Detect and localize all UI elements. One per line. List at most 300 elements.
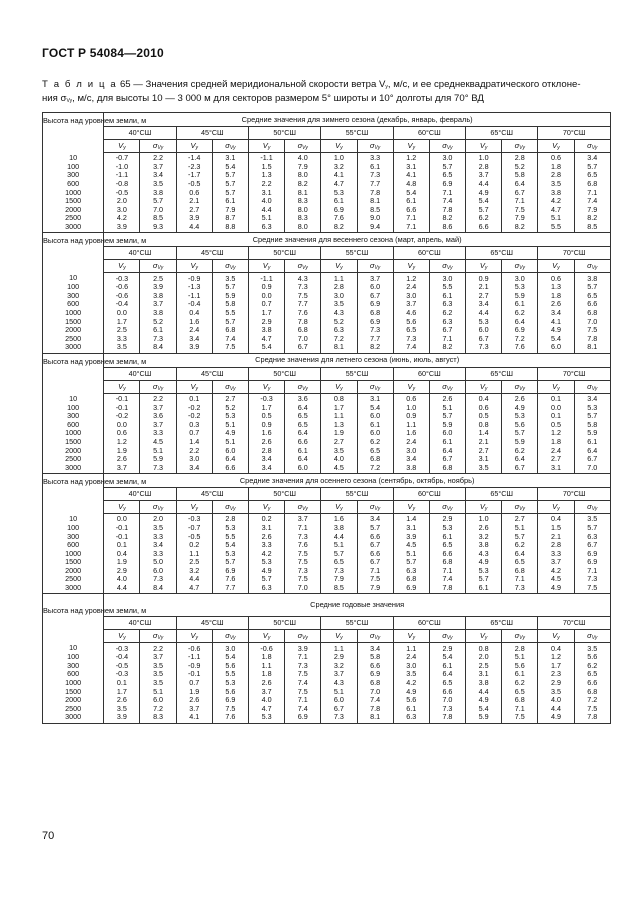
sigma-cell: 6.5	[502, 558, 538, 567]
sigma-cell: 5.7	[212, 180, 248, 189]
sigma-cell: 5.8	[502, 171, 538, 180]
vy-cell: 2.6	[249, 438, 285, 447]
vy-cell: 0.4	[538, 514, 574, 524]
latitude-header: 45°СШ	[176, 617, 248, 630]
sigma-cell: 3.6	[285, 393, 321, 403]
sigma-cell: 5.8	[212, 300, 248, 309]
vy-cell: 1.1	[249, 662, 285, 671]
sigma-cell: 3.0	[502, 273, 538, 283]
vy-cell: 3.4	[249, 463, 285, 473]
symbol-row	[43, 380, 611, 393]
vy-cell: 3.1	[393, 163, 429, 172]
sigma-cell: 7.7	[212, 584, 248, 594]
symbol-s: σ	[514, 381, 520, 391]
symbol-s-sub: Vy	[591, 506, 598, 513]
vy-cell: 1.7	[538, 662, 574, 671]
sigma-cell: 5.3	[429, 524, 465, 533]
vy-cell: 1.0	[466, 153, 502, 163]
section-title-row	[43, 113, 611, 127]
sigma-cell: 3.7	[140, 163, 176, 172]
vy-cell: 4.2	[393, 679, 429, 688]
symbol-sigma	[429, 630, 465, 643]
height-cell: 1000	[43, 549, 104, 558]
vy-cell: -0.1	[104, 532, 140, 541]
vy-cell: 2.1	[538, 532, 574, 541]
vy-cell: 0.6	[393, 393, 429, 403]
sigma-cell: 3.5	[140, 670, 176, 679]
vy-cell: 5.7	[466, 206, 502, 215]
vy-cell: 3.1	[393, 524, 429, 533]
vy-cell: -0.6	[104, 292, 140, 301]
symbol-vy	[466, 380, 502, 393]
vy-cell: 3.7	[538, 558, 574, 567]
wind-speed-table	[42, 112, 611, 724]
vy-cell: 3.9	[393, 532, 429, 541]
sigma-cell: 3.5	[140, 524, 176, 533]
sigma-cell: 7.9	[502, 214, 538, 223]
vy-cell: -0.1	[176, 670, 212, 679]
sigma-cell: 3.7	[140, 403, 176, 412]
sigma-cell: 6.0	[357, 283, 393, 292]
vy-cell: 2.8	[538, 171, 574, 180]
sigma-cell: 5.7	[212, 317, 248, 326]
vy-cell: 6.5	[393, 326, 429, 335]
symbol-s-sub: Vy	[374, 635, 381, 642]
symbol-vy	[321, 380, 357, 393]
latitude-header: 50°СШ	[249, 617, 321, 630]
table-row	[43, 393, 611, 403]
symbol-vy	[393, 260, 429, 273]
vy-cell: 4.4	[104, 584, 140, 594]
sigma-cell: 3.9	[285, 643, 321, 653]
symbol-v: V	[190, 381, 196, 391]
sigma-cell: 3.9	[140, 283, 176, 292]
vy-cell: 3.7	[321, 670, 357, 679]
vy-cell: 4.3	[466, 549, 502, 558]
height-cell: 600	[43, 670, 104, 679]
height-cell: 600	[43, 180, 104, 189]
sigma-cell: 5.1	[140, 687, 176, 696]
sigma-cell: 4.3	[285, 273, 321, 283]
section-title: Средние значения для зимнего сезона (декабрь, январь, февраль)	[104, 113, 611, 127]
vy-cell: -0.7	[176, 524, 212, 533]
height-cell: 600	[43, 420, 104, 429]
symbol-sigma	[574, 260, 610, 273]
sigma-cell: 7.4	[212, 335, 248, 344]
latitude-header: 55°СШ	[321, 127, 393, 140]
sigma-cell: 5.3	[212, 412, 248, 421]
vy-cell: 4.1	[393, 171, 429, 180]
vy-cell: 4.9	[249, 567, 285, 576]
sigma-cell: 6.9	[357, 300, 393, 309]
sigma-cell: 5.2	[140, 317, 176, 326]
vy-cell: 0.9	[249, 420, 285, 429]
vy-cell: 6.0	[538, 343, 574, 353]
symbol-s-sub: Vy	[157, 635, 164, 642]
symbol-s: σ	[369, 502, 375, 512]
symbol-v: V	[552, 502, 558, 512]
sigma-cell: 6.2	[357, 438, 393, 447]
sigma-cell: 6.5	[429, 679, 465, 688]
sigma-cell: 6.8	[574, 309, 610, 318]
table-row	[43, 532, 611, 541]
vy-cell: 5.4	[538, 335, 574, 344]
symbol-v-sub: y	[267, 145, 271, 151]
vy-cell: 5.3	[321, 188, 357, 197]
sigma-cell: 3.5	[140, 180, 176, 189]
vy-cell: 3.7	[393, 300, 429, 309]
vy-cell: 3.7	[466, 171, 502, 180]
sigma-cell: 5.6	[574, 653, 610, 662]
sigma-cell: 7.5	[285, 292, 321, 301]
sigma-cell: 8.3	[285, 214, 321, 223]
section-title-row	[43, 353, 611, 367]
vy-cell: 1.2	[393, 153, 429, 163]
vy-cell: 1.9	[104, 446, 140, 455]
symbol-v: V	[552, 141, 558, 150]
vy-cell: 5.7	[321, 549, 357, 558]
sigma-cell: 5.7	[502, 429, 538, 438]
vy-cell: 3.4	[538, 309, 574, 318]
sigma-cell: 7.7	[285, 300, 321, 309]
table-row	[43, 343, 611, 353]
vy-cell: 6.6	[466, 223, 502, 233]
vy-cell: 4.9	[538, 326, 574, 335]
latitude-row	[43, 247, 611, 260]
vy-cell: 4.0	[249, 696, 285, 705]
table-row	[43, 713, 611, 723]
section-title-row	[43, 594, 611, 617]
vy-cell: 6.8	[393, 575, 429, 584]
sigma-cell: 7.3	[140, 575, 176, 584]
symbol-s: σ	[225, 141, 230, 150]
sigma-cell: 5.1	[502, 653, 538, 662]
vy-cell: 7.1	[393, 223, 429, 233]
symbol-v-sub: y	[412, 506, 416, 513]
sigma-cell: 5.0	[140, 558, 176, 567]
symbol-s: σ	[225, 631, 230, 641]
vy-cell: -0.1	[104, 524, 140, 533]
sigma-cell: 3.8	[140, 188, 176, 197]
section-title: Средние значения для летнего сезона (июнь, июль, август)	[104, 353, 611, 367]
vy-cell: 3.4	[466, 300, 502, 309]
vy-cell: 0.2	[249, 514, 285, 524]
symbol-s: σ	[297, 261, 303, 271]
latitude-header: 50°СШ	[249, 127, 321, 140]
sigma-cell: 2.2	[140, 643, 176, 653]
symbol-vy	[104, 630, 140, 643]
height-cell: 10	[43, 273, 104, 283]
symbol-v-sub: y	[557, 635, 560, 642]
symbol-v-sub: y	[123, 265, 126, 272]
sigma-cell: 3.3	[140, 429, 176, 438]
symbol-s: σ	[442, 631, 447, 641]
section-title: Средние значения для весеннего сезона (март, апрель, май)	[104, 233, 611, 247]
sigma-cell: 7.3	[429, 705, 465, 714]
sigma-cell: 8.8	[212, 223, 248, 233]
symbol-v: V	[190, 261, 196, 271]
sigma-cell: 7.2	[140, 705, 176, 714]
sigma-cell: 7.2	[357, 463, 393, 473]
symbol-s: σ	[514, 502, 520, 512]
table-row	[43, 335, 611, 344]
vy-cell: 7.4	[393, 343, 429, 353]
sigma-cell: 6.1	[502, 670, 538, 679]
sigma-cell: 3.8	[140, 309, 176, 318]
vy-cell: 4.5	[538, 575, 574, 584]
sigma-cell: 7.8	[574, 335, 610, 344]
sigma-cell: 7.5	[285, 575, 321, 584]
symbol-v: V	[479, 381, 485, 391]
symbol-s-sub: Vy	[302, 265, 308, 272]
symbol-v: V	[552, 631, 558, 641]
vy-cell: 0.3	[176, 420, 212, 429]
sigma-cell: 6.8	[357, 309, 393, 318]
sigma-cell: 7.5	[212, 343, 248, 353]
vy-cell: -0.3	[104, 643, 140, 653]
sigma-cell: 6.8	[429, 463, 465, 473]
height-cell: 3000	[43, 713, 104, 723]
sigma-cell: 2.5	[140, 273, 176, 283]
vy-cell: 4.4	[321, 532, 357, 541]
sigma-cell: 5.7	[212, 171, 248, 180]
height-cell: 1500	[43, 317, 104, 326]
latitude-header: 65°СШ	[466, 488, 538, 501]
sigma-cell: 6.1	[285, 446, 321, 455]
sigma-cell: 2.9	[429, 514, 465, 524]
vy-cell: 6.2	[466, 214, 502, 223]
symbol-vy	[538, 380, 574, 393]
symbol-v: V	[552, 261, 558, 271]
symbol-s: σ	[152, 141, 158, 150]
sigma-cell: 7.9	[285, 163, 321, 172]
sigma-cell: 6.0	[429, 429, 465, 438]
latitude-header: 40°СШ	[104, 247, 176, 260]
sigma-cell: 7.8	[357, 705, 393, 714]
symbol-v: V	[335, 141, 341, 150]
caption-line2-sub: Vy	[66, 98, 73, 104]
symbol-v-sub: y	[195, 265, 199, 272]
vy-cell: 0.0	[104, 309, 140, 318]
height-cell: 2500	[43, 455, 104, 464]
symbol-s: σ	[369, 381, 375, 391]
sigma-cell: 6.6	[212, 463, 248, 473]
vy-cell: 1.1	[321, 273, 357, 283]
vy-cell: 2.9	[538, 679, 574, 688]
sigma-cell: 7.5	[212, 705, 248, 714]
vy-cell: 3.0	[393, 292, 429, 301]
symbol-s: σ	[514, 261, 520, 271]
caption-text: 65 — Значения средней меридиональной скорости ветра V	[117, 79, 386, 90]
vy-cell: 4.9	[466, 558, 502, 567]
sigma-cell: 6.2	[502, 309, 538, 318]
symbol-s-sub: Vy	[446, 265, 453, 272]
symbol-vy	[104, 501, 140, 514]
vy-cell: 4.9	[466, 188, 502, 197]
sigma-cell: 5.7	[574, 163, 610, 172]
vy-cell: 0.7	[176, 679, 212, 688]
symbol-v-sub: y	[484, 635, 488, 642]
sigma-cell: 5.1	[212, 420, 248, 429]
sigma-cell: 8.4	[140, 584, 176, 594]
vy-cell: 6.1	[393, 705, 429, 714]
sigma-cell: 6.7	[574, 455, 610, 464]
vy-cell: 4.2	[538, 197, 574, 206]
symbol-vy	[393, 380, 429, 393]
sigma-cell: 7.0	[429, 696, 465, 705]
vy-cell: -0.2	[176, 403, 212, 412]
symbol-v: V	[335, 261, 341, 271]
vy-cell: 3.0	[393, 446, 429, 455]
sigma-cell: 7.1	[429, 335, 465, 344]
sigma-cell: 7.8	[429, 584, 465, 594]
vy-cell: -0.3	[249, 393, 285, 403]
symbol-vy	[321, 630, 357, 643]
height-cell: 10	[43, 153, 104, 163]
symbol-v: V	[118, 381, 124, 391]
sigma-cell: 9.4	[357, 223, 393, 233]
vy-cell: 2.8	[538, 541, 574, 550]
sigma-cell: 6.4	[429, 446, 465, 455]
latitude-header: 60°СШ	[393, 617, 465, 630]
sigma-cell: 6.4	[502, 549, 538, 558]
vy-cell: -0.5	[104, 188, 140, 197]
vy-cell: 2.3	[538, 670, 574, 679]
sigma-cell: 5.7	[574, 412, 610, 421]
vy-cell: 4.2	[249, 549, 285, 558]
symbol-s: σ	[297, 631, 303, 641]
symbol-s-sub: Vy	[157, 506, 164, 513]
vy-cell: 3.9	[176, 214, 212, 223]
symbol-sigma	[140, 260, 176, 273]
vy-cell: 6.3	[393, 713, 429, 723]
vy-cell: 1.2	[393, 273, 429, 283]
symbol-vy	[321, 140, 357, 153]
symbol-s: σ	[152, 381, 158, 391]
vy-cell: 5.6	[393, 696, 429, 705]
vy-cell: 1.9	[176, 687, 212, 696]
symbol-v: V	[190, 502, 196, 512]
sigma-cell: 8.2	[357, 343, 393, 353]
vy-cell: -0.9	[176, 662, 212, 671]
sigma-cell: 6.2	[502, 446, 538, 455]
symbol-v: V	[407, 381, 413, 391]
vy-cell: 4.0	[538, 696, 574, 705]
vy-cell: 5.4	[249, 343, 285, 353]
symbol-v-sub: y	[340, 635, 343, 642]
sigma-cell: 5.7	[429, 163, 465, 172]
sigma-cell: 7.3	[357, 326, 393, 335]
height-cell: 300	[43, 412, 104, 421]
symbol-v: V	[335, 381, 341, 391]
vy-cell: 5.3	[249, 713, 285, 723]
vy-cell: 1.8	[249, 670, 285, 679]
vy-cell: 0.6	[538, 153, 574, 163]
sigma-cell: 5.9	[212, 292, 248, 301]
symbol-vy	[466, 630, 502, 643]
table-row	[43, 567, 611, 576]
page-number: 70	[42, 830, 55, 842]
vy-cell: 1.6	[393, 429, 429, 438]
table-row	[43, 679, 611, 688]
vy-cell: 5.9	[466, 713, 502, 723]
vy-cell: 3.7	[249, 687, 285, 696]
vy-cell: 2.6	[249, 532, 285, 541]
vy-cell: 6.5	[321, 558, 357, 567]
sigma-cell: 7.1	[502, 197, 538, 206]
symbol-s-sub: Vy	[591, 385, 598, 392]
sigma-cell: 7.8	[429, 713, 465, 723]
vy-cell: 0.2	[176, 541, 212, 550]
sigma-cell: 3.5	[212, 273, 248, 283]
symbol-v: V	[552, 381, 558, 391]
vy-cell: -0.1	[104, 403, 140, 412]
vy-cell: 2.4	[393, 438, 429, 447]
sigma-cell: 8.5	[357, 206, 393, 215]
vy-cell: 6.0	[321, 696, 357, 705]
table-row	[43, 549, 611, 558]
symbol-s-sub: Vy	[519, 635, 525, 642]
vy-cell: 0.9	[466, 273, 502, 283]
sigma-cell: 6.1	[429, 292, 465, 301]
sigma-cell: 7.8	[574, 713, 610, 723]
height-cell: 2500	[43, 214, 104, 223]
sigma-cell: 9.3	[140, 223, 176, 233]
symbol-v: V	[479, 141, 485, 150]
symbol-s: σ	[225, 502, 230, 512]
vy-cell: 0.9	[249, 283, 285, 292]
sigma-cell: 8.0	[285, 171, 321, 180]
sigma-cell: 5.3	[212, 679, 248, 688]
latitude-header: 60°СШ	[393, 127, 465, 140]
vy-cell: 2.8	[466, 163, 502, 172]
latitude-header: 40°СШ	[104, 127, 176, 140]
symbol-s-sub: Vy	[302, 506, 308, 513]
symbol-s: σ	[442, 502, 447, 512]
symbol-s-sub: Vy	[446, 145, 453, 151]
latitude-header: 40°СШ	[104, 617, 176, 630]
sigma-cell: 6.4	[285, 455, 321, 464]
vy-cell: 4.3	[321, 309, 357, 318]
vy-cell: 3.8	[538, 188, 574, 197]
vy-cell: 0.6	[176, 188, 212, 197]
sigma-cell: 5.3	[212, 549, 248, 558]
symbol-s-sub: Vy	[302, 385, 308, 392]
sigma-cell: 5.6	[502, 662, 538, 671]
vy-cell: -0.3	[176, 514, 212, 524]
vy-cell: 2.1	[466, 438, 502, 447]
sigma-cell: 5.8	[574, 420, 610, 429]
vy-cell: 4.3	[321, 679, 357, 688]
sigma-cell: 5.7	[212, 283, 248, 292]
height-cell: 1500	[43, 197, 104, 206]
sigma-cell: 4.5	[140, 438, 176, 447]
sigma-cell: 5.7	[212, 188, 248, 197]
symbol-v-sub: y	[412, 385, 416, 392]
sigma-cell: 8.1	[357, 197, 393, 206]
vy-cell: 6.7	[466, 335, 502, 344]
vy-cell: 4.8	[393, 180, 429, 189]
sigma-cell: 6.9	[429, 180, 465, 189]
vy-cell: 4.4	[176, 575, 212, 584]
vy-cell: 4.2	[104, 214, 140, 223]
height-cell: 1500	[43, 687, 104, 696]
sigma-cell: 8.0	[285, 206, 321, 215]
sigma-cell: 2.0	[140, 514, 176, 524]
table-row	[43, 326, 611, 335]
table-row	[43, 463, 611, 473]
vy-cell: 3.8	[249, 326, 285, 335]
